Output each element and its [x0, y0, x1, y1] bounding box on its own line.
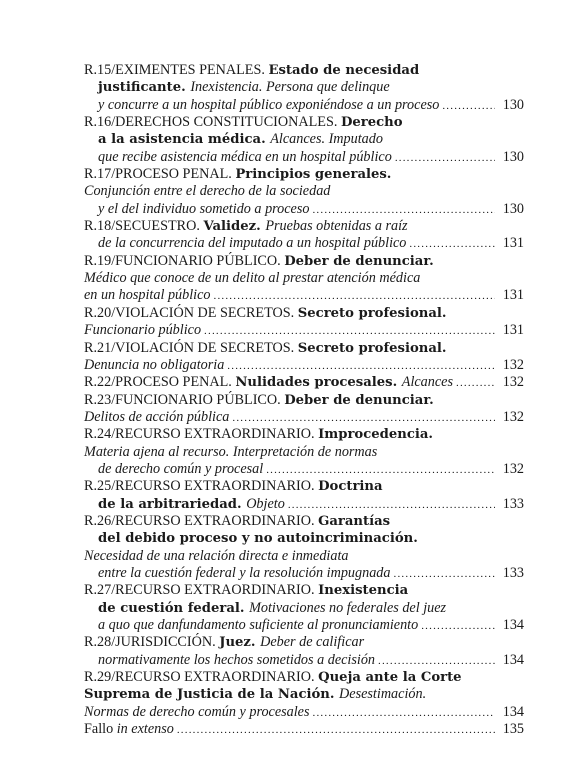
bold-heading: Queja ante la Corte [318, 670, 462, 686]
toc-line-text [84, 340, 447, 356]
toc-line [84, 201, 524, 218]
toc-line-text [98, 617, 418, 634]
toc-entry [84, 426, 524, 478]
italic-subtopic: Alcances [401, 374, 453, 391]
page-number: 131 [502, 287, 524, 304]
toc-line [84, 235, 524, 252]
section-label: R.28/JURISDICCIÓN. [84, 634, 220, 651]
toc-line-text [84, 582, 408, 598]
toc-line [84, 340, 524, 357]
toc-entry [84, 374, 524, 391]
italic-subtopic: Objeto [246, 495, 285, 512]
bold-heading: Garantías [318, 513, 391, 529]
toc-entry [84, 513, 524, 582]
page-number: 131 [502, 322, 524, 339]
toc-line-text [84, 513, 390, 529]
toc-line-text [98, 97, 439, 114]
toc-line [84, 392, 524, 409]
italic-subtopic: Conjunción entre el derecho de la sociedad [84, 183, 331, 200]
dot-leader [409, 236, 495, 253]
italic-subtopic: normativamente los hechos sometidos a decisión [98, 651, 376, 668]
toc-line-text [84, 634, 364, 650]
toc-line-text [84, 686, 426, 702]
italic-subtopic: Inexistencia. Persona que delinque [190, 79, 390, 96]
page-number: 133 [502, 495, 524, 512]
page-number: 130 [502, 148, 524, 165]
dot-leader [232, 410, 495, 427]
toc-entry [84, 114, 524, 166]
section-label: R.18/SECUESTRO. [84, 218, 204, 235]
italic-subtopic: en un hospital público [84, 287, 211, 304]
toc-line [84, 634, 524, 651]
toc-entry [84, 478, 524, 513]
toc-entry [84, 166, 524, 218]
italic-subtopic: in extenso [116, 721, 174, 738]
dot-leader [456, 375, 495, 392]
page-number: 134 [502, 617, 524, 633]
italic-subtopic: Desestimación. [339, 686, 427, 703]
bold-heading: de la arbitrariedad. [98, 496, 247, 512]
toc-line [84, 149, 524, 166]
toc-entry [84, 253, 524, 305]
toc-line-text [98, 201, 309, 218]
italic-subtopic: Normas de derecho común y procesales [84, 703, 310, 720]
toc-entry [84, 392, 524, 427]
bold-heading: Nulidades procesales. [235, 375, 402, 391]
italic-subtopic: entre la cuestión federal y la resolución impugnada [98, 564, 391, 581]
italic-subtopic: y el del individuo sometido a proceso [98, 200, 310, 217]
page-number: 132 [502, 374, 524, 391]
italic-subtopic: Médico que conoce de un delito al prestar atención médica [84, 270, 421, 287]
toc-line [84, 548, 524, 565]
italic-subtopic: Deber de calificar [260, 634, 365, 651]
toc-line-text [84, 548, 349, 564]
toc-line-text [98, 600, 446, 616]
toc-entry [84, 62, 524, 114]
toc-line [84, 183, 524, 200]
toc-line [84, 686, 524, 703]
toc-entry [84, 340, 524, 375]
toc-line [84, 426, 524, 443]
toc-line [84, 444, 524, 461]
toc-line-text [98, 131, 383, 147]
toc-line [84, 721, 524, 738]
page-number: 135 [502, 721, 524, 738]
toc-line [84, 114, 524, 131]
toc-line-text [84, 218, 408, 234]
toc-line [84, 97, 524, 114]
section-label: R.15/EXIMENTES PENALES. [84, 62, 269, 78]
section-label: R.27/RECURSO EXTRAORDINARIO. [84, 582, 319, 599]
toc-line-text [84, 426, 433, 442]
bold-heading: Secreto profesional. [297, 340, 447, 356]
dot-leader [442, 98, 495, 115]
page-number: 132 [502, 460, 524, 477]
section-label: R.26/RECURSO EXTRAORDINARIO. [84, 512, 319, 529]
toc-line [84, 478, 524, 495]
toc-line [84, 669, 524, 686]
toc-line-text [98, 530, 418, 546]
dot-leader [395, 150, 495, 167]
toc-line-text [84, 444, 377, 460]
toc-line [84, 530, 524, 547]
toc-line-text [84, 392, 434, 408]
dot-leader [214, 288, 496, 305]
italic-subtopic: que recibe asistencia médica en un hospital público [98, 148, 392, 165]
dot-leader [288, 497, 495, 514]
toc-line-text [84, 253, 434, 269]
dot-leader [378, 653, 495, 670]
toc-line-text [84, 114, 403, 130]
bold-heading: Deber de denunciar. [284, 253, 434, 269]
toc-line-text [84, 409, 229, 426]
dot-leader [227, 358, 495, 375]
section-label: R.25/RECURSO EXTRAORDINARIO. [84, 478, 319, 495]
toc-entry [84, 218, 524, 253]
bold-heading: de cuestión federal. [98, 600, 250, 616]
toc-entry [84, 634, 524, 669]
page-number: 134 [502, 703, 524, 720]
toc-line-text [98, 565, 391, 582]
italic-subtopic: de la concurrencia del imputado a un hospital público [98, 235, 407, 252]
toc-line-text [98, 652, 375, 669]
toc-line [84, 79, 524, 96]
italic-subtopic: Necesidad de una relación directa e inmediata [84, 547, 349, 564]
dot-leader [394, 566, 496, 583]
toc-line [84, 218, 524, 235]
section-label: R.17/PROCESO PENAL. [84, 166, 236, 183]
toc-line [84, 253, 524, 270]
italic-subtopic: de derecho común y procesal [98, 460, 264, 477]
toc-line-text [84, 669, 462, 685]
toc-line [84, 305, 524, 322]
bold-heading: Doctrina [318, 479, 383, 495]
bold-heading: a la asistencia médica. [98, 132, 271, 148]
toc-line [84, 617, 524, 634]
toc-line-text [84, 478, 383, 494]
toc-line-text [84, 62, 419, 78]
toc-line [84, 131, 524, 148]
toc-line [84, 409, 524, 426]
italic-subtopic: Motivaciones no federales del juez [249, 599, 447, 616]
toc-line [84, 513, 524, 530]
bold-heading: del debido proceso y no autoincriminación. [98, 531, 418, 547]
toc-line-text [84, 166, 391, 182]
toc-line [84, 322, 524, 339]
toc-line-text [84, 305, 447, 321]
toc-line-text [98, 235, 406, 252]
italic-subtopic: Pruebas obtenidas a raíz [265, 218, 408, 235]
page-number: 132 [502, 356, 524, 373]
toc-line-text [84, 270, 420, 286]
toc-entry [84, 721, 524, 738]
bold-heading: Juez. [219, 635, 261, 651]
toc-line [84, 461, 524, 478]
section-label: R.22/PROCESO PENAL. [84, 374, 236, 391]
dot-leader [266, 462, 495, 479]
dot-leader [177, 722, 495, 739]
toc-entry [84, 669, 524, 721]
toc-line-text [84, 357, 224, 374]
toc-entry [84, 305, 524, 340]
bold-heading: justificante. [98, 80, 191, 96]
toc-line [84, 62, 524, 79]
toc-line-text [98, 496, 285, 513]
bold-heading: Principios generales. [235, 167, 392, 183]
toc-entry [84, 582, 524, 634]
section-label: R.16/DERECHOS CONSTITUCIONALES. [84, 114, 341, 131]
section-label: R.29/RECURSO EXTRAORDINARIO. [84, 669, 319, 686]
page-number: 132 [502, 408, 524, 425]
italic-subtopic: Alcances. Imputado [270, 131, 383, 148]
section-label: R.23/FUNCIONARIO PÚBLICO. [84, 391, 285, 408]
toc-line [84, 704, 524, 721]
dot-leader [421, 618, 495, 635]
page-number: 130 [502, 200, 524, 217]
italic-subtopic: Materia ajena al recurso. Interpretación de normas [84, 443, 378, 460]
toc-line [84, 270, 524, 287]
italic-subtopic: a quo que danfundamento suficiente al pronunciamiento [98, 617, 419, 633]
bold-heading: Deber de denunciar. [284, 392, 434, 408]
toc-line-text [98, 149, 392, 166]
page-number: 133 [502, 564, 524, 581]
bold-heading: Improcedencia. [318, 427, 433, 443]
toc-line [84, 374, 524, 391]
bold-heading: Secreto profesional. [297, 305, 447, 321]
page-number: 134 [502, 651, 524, 668]
toc-line-text [84, 287, 211, 304]
toc-line [84, 652, 524, 669]
toc-line [84, 287, 524, 304]
bold-heading: Suprema de Justicia de la Nación. [84, 687, 340, 703]
section-label: R.20/VIOLACIÓN DE SECRETOS. [84, 304, 298, 321]
italic-subtopic: Denuncia no obligatoria [84, 356, 225, 373]
toc-line [84, 166, 524, 183]
dot-leader [312, 202, 495, 219]
bold-heading: Estado de necesidad [268, 63, 420, 78]
toc-line-text [84, 721, 174, 738]
toc-line [84, 565, 524, 582]
page-number: 131 [502, 235, 524, 252]
table-of-contents [84, 62, 524, 738]
toc-line-text [84, 322, 201, 339]
section-label: R.24/RECURSO EXTRAORDINARIO. [84, 426, 319, 443]
italic-subtopic: Funcionario público [84, 322, 202, 339]
toc-line [84, 600, 524, 617]
section-label: R.21/VIOLACIÓN DE SECRETOS. [84, 339, 298, 356]
bold-heading: Validez. [203, 219, 266, 235]
toc-line-text [84, 374, 453, 391]
italic-subtopic: y concurre a un hospital público exponiéndose a un proceso [98, 96, 440, 113]
italic-subtopic: Delitos de acción pública [84, 408, 230, 425]
toc-line [84, 496, 524, 513]
section-label: Fallo [84, 721, 117, 738]
dot-leader [313, 705, 495, 722]
toc-line [84, 357, 524, 374]
toc-line [84, 582, 524, 599]
toc-line-text [98, 461, 263, 478]
toc-line-text [84, 183, 330, 199]
section-label: R.19/FUNCIONARIO PÚBLICO. [84, 252, 285, 269]
page-number: 130 [502, 96, 524, 113]
bold-heading: Derecho [340, 115, 403, 131]
toc-line-text [98, 79, 390, 95]
dot-leader [204, 323, 495, 340]
bold-heading: Inexistencia [318, 583, 409, 599]
toc-line-text [84, 704, 310, 721]
